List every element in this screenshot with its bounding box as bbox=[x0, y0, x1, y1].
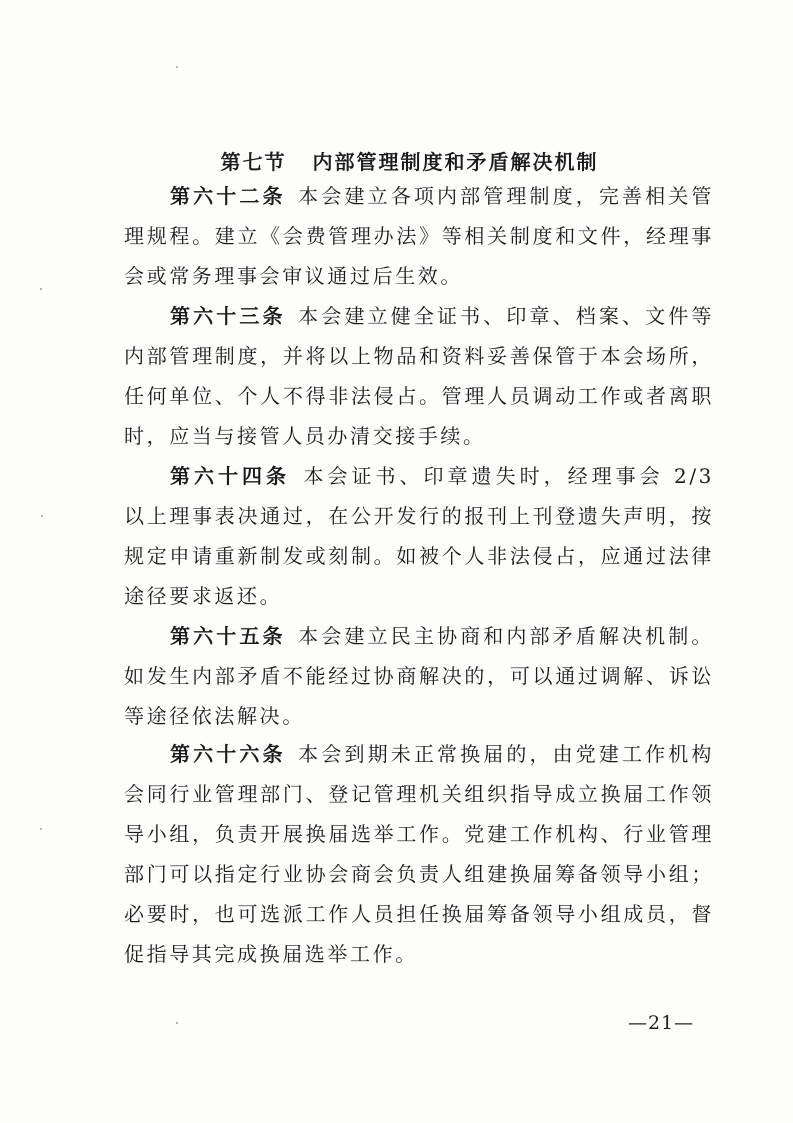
article-65 bbox=[124, 616, 714, 736]
article-text: 本会到期未正常换届的，由党建工作机构会同行业管理部门、登记管理机关组织指导成立换届工作领导小组，负责开展换届选举工作。党建工作机构、行业管理部门可以指定行业协会商会负责人组建换届筹备领导小组；必要时，也可选派工作人员担任换届筹备领导小组成员，督促指导其完成换届选举工作。 bbox=[124, 742, 714, 966]
article-64 bbox=[124, 456, 714, 616]
article-text: 本会建立健全证书、印章、档案、文件等内部管理制度，并将以上物品和资料妥善保管于本会场所，任何单位、个人不得非法侵占。管理人员调动工作或者离职时，应当与接管人员办清交接手续。 bbox=[124, 304, 714, 448]
article-number: 第六十六条 bbox=[170, 742, 286, 766]
scan-speck bbox=[176, 66, 178, 68]
section-label: 第七节 bbox=[220, 150, 287, 174]
page-number: —21— bbox=[628, 1012, 695, 1034]
article-number: 第六十五条 bbox=[170, 624, 286, 648]
article-text: 本会建立各项内部管理制度，完善相关管理规程。建立《会费管理办法》等相关制度和文件，经理事会或常务理事会审议通过后生效。 bbox=[124, 184, 714, 288]
article-number: 第六十四条 bbox=[170, 464, 291, 488]
article-62 bbox=[124, 176, 714, 296]
article-text: 本会建立民主协商和内部矛盾解决机制。如发生内部矛盾不能经过协商解决的，可以通过调解、诉讼等途径依法解决。 bbox=[124, 624, 714, 728]
scan-speck bbox=[40, 828, 42, 830]
section-heading bbox=[0, 146, 793, 175]
section-title: 内部管理制度和矛盾解决机制 bbox=[312, 150, 599, 174]
article-text: 本会证书、印章遗失时，经理事会 2/3 以上理事表决通过，在公开发行的报刊上刊登遗失声明，按规定申请重新制发或刻制。如被个人非法侵占，应通过法律途径要求返还。 bbox=[124, 464, 714, 608]
article-number: 第六十二条 bbox=[170, 184, 286, 208]
article-number: 第六十三条 bbox=[170, 304, 286, 328]
scan-speck bbox=[40, 288, 42, 290]
article-63 bbox=[124, 296, 714, 456]
scan-speck bbox=[176, 1022, 178, 1024]
article-66 bbox=[124, 734, 714, 974]
scan-speck bbox=[41, 515, 43, 517]
